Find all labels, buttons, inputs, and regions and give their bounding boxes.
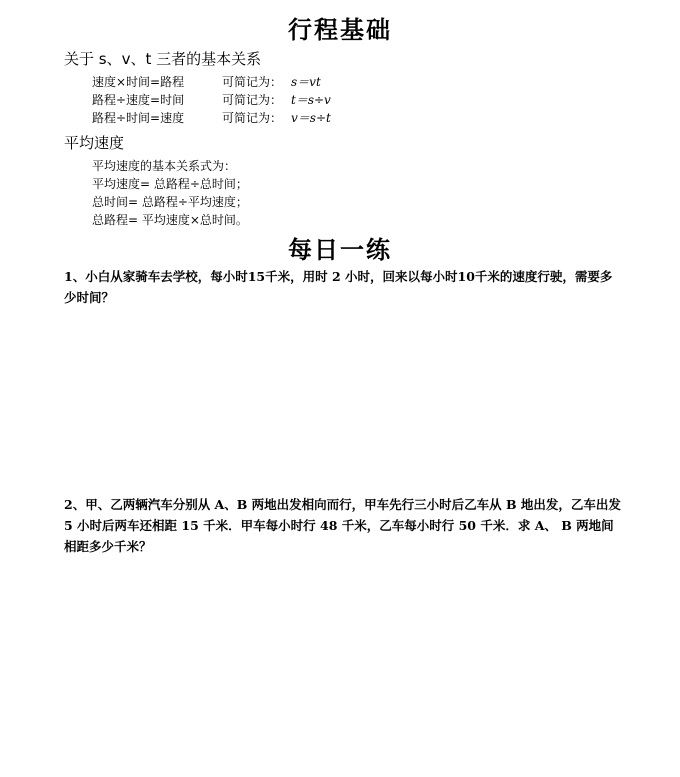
question-2: 2、甲、乙两辆汽车分别从 A、B 两地出发相向而行，甲车先行三小时后乙车从 B 地出发，乙车出发 5 小时后两车还相距 15 千米．甲车每小时行 48 千米，乙车每小时行 50 千米．求 A、 B 两地间相距多少千米？ [64, 497, 621, 554]
section-heading-relations: 关于 s、v、t 三者的基本关系 [64, 50, 262, 68]
avg-line: 平均速度= 总路程÷总时间； [92, 177, 248, 191]
relation-row [0, 91, 680, 107]
relation-formula: 速度×时间=路程 [92, 75, 185, 89]
relation-short: t＝s÷v [291, 93, 331, 107]
relation-note: 可简记为： [222, 75, 283, 89]
avg-line: 平均速度的基本关系式为： [92, 159, 237, 173]
relation-note: 可简记为： [222, 93, 283, 107]
section-heading-average-speed: 平均速度 [64, 134, 125, 152]
relation-formula: 路程÷速度=时间 [92, 93, 185, 107]
relation-note: 可简记为： [222, 111, 283, 125]
avg-line: 总时间= 总路程÷平均速度； [92, 195, 248, 209]
question-1: 1、小白从家骑车去学校，每小时15千米，用时 2 小时，回来以每小时10千米的速度行驶，需要多少时间？ [64, 269, 613, 305]
relation-short: s＝vt [291, 75, 321, 89]
relation-row [0, 109, 680, 125]
relation-formula: 路程÷时间=速度 [92, 111, 185, 125]
relation-short: v＝s÷t [291, 111, 331, 125]
relation-row [0, 73, 680, 89]
avg-line: 总路程= 平均速度×总时间。 [92, 213, 248, 227]
practice-title: 每日一练 [288, 235, 392, 264]
page-title: 行程基础 [288, 15, 392, 44]
